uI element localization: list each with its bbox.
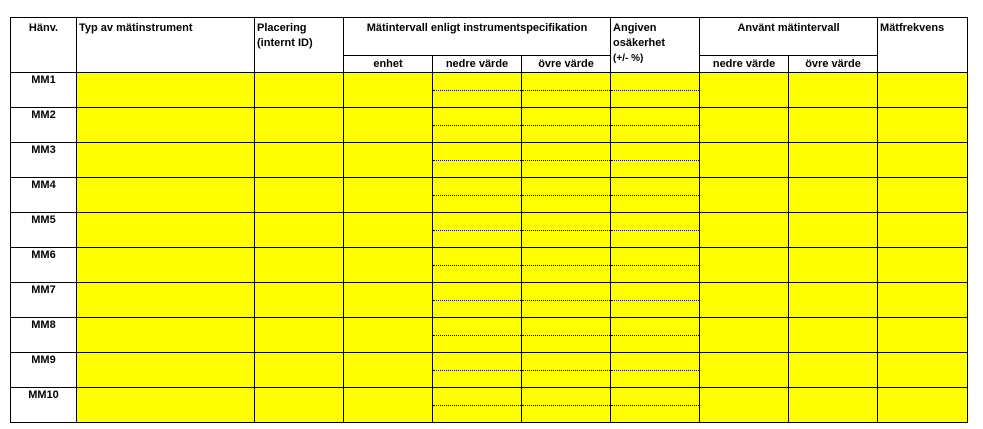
spec-lower-cell[interactable] <box>433 73 522 108</box>
uncertainty-cell[interactable] <box>611 248 700 283</box>
uncertainty-cell[interactable] <box>611 388 700 423</box>
header-used-range: Använt mätintervall <box>700 18 878 56</box>
header-placement <box>255 18 344 73</box>
table-row <box>11 213 968 248</box>
row-reference-label: MM8 <box>11 318 77 353</box>
unit-cell[interactable] <box>344 248 433 283</box>
dotted-divider <box>611 90 699 91</box>
placement-cell[interactable] <box>255 108 344 143</box>
unit-cell[interactable] <box>344 108 433 143</box>
dotted-divider <box>433 90 521 91</box>
frequency-cell[interactable] <box>878 73 968 108</box>
instrument-type-cell[interactable] <box>77 143 255 178</box>
dotted-divider <box>433 125 521 126</box>
instrument-type-cell[interactable] <box>77 108 255 143</box>
used-lower-cell[interactable] <box>700 353 789 388</box>
dotted-divider <box>611 370 699 371</box>
spec-lower-cell[interactable] <box>433 248 522 283</box>
placement-cell[interactable] <box>255 248 344 283</box>
placement-cell[interactable] <box>255 318 344 353</box>
frequency-cell[interactable] <box>878 143 968 178</box>
used-lower-cell[interactable] <box>700 248 789 283</box>
frequency-cell[interactable] <box>878 108 968 143</box>
spec-upper-cell[interactable] <box>522 388 611 423</box>
unit-cell[interactable] <box>344 318 433 353</box>
used-upper-cell[interactable] <box>789 318 878 353</box>
header-hanv: Hänv. <box>11 18 77 73</box>
placement-cell[interactable] <box>255 213 344 248</box>
unit-cell[interactable] <box>344 283 433 318</box>
spec-upper-cell[interactable] <box>522 73 611 108</box>
row-reference-label: MM5 <box>11 213 77 248</box>
table-row <box>11 108 968 143</box>
instrument-type-cell[interactable] <box>77 178 255 213</box>
dotted-divider <box>611 195 699 196</box>
used-lower-cell[interactable] <box>700 178 789 213</box>
dotted-divider <box>611 125 699 126</box>
row-reference-label: MM6 <box>11 248 77 283</box>
spec-lower-cell[interactable] <box>433 213 522 248</box>
header-frequency: Mätfrekvens <box>878 18 968 73</box>
dotted-divider <box>522 405 610 406</box>
instrument-type-cell[interactable] <box>77 283 255 318</box>
used-lower-cell[interactable] <box>700 108 789 143</box>
header-uncertainty-line3: (+/- %) <box>613 53 644 64</box>
spec-upper-cell[interactable] <box>522 143 611 178</box>
uncertainty-cell[interactable] <box>611 353 700 388</box>
subheader-spec-lower: nedre värde <box>433 56 522 73</box>
table-row <box>11 353 968 388</box>
frequency-cell[interactable] <box>878 178 968 213</box>
row-reference-label: MM4 <box>11 178 77 213</box>
used-upper-cell[interactable] <box>789 353 878 388</box>
spec-lower-cell[interactable] <box>433 318 522 353</box>
dotted-divider <box>611 335 699 336</box>
uncertainty-cell[interactable] <box>611 213 700 248</box>
table-row <box>11 283 968 318</box>
dotted-divider <box>433 300 521 301</box>
spec-upper-cell[interactable] <box>522 178 611 213</box>
dotted-divider <box>522 335 610 336</box>
header-uncertainty-line1: Angiven <box>613 22 657 34</box>
row-reference-label: MM7 <box>11 283 77 318</box>
dotted-divider <box>522 160 610 161</box>
used-upper-cell[interactable] <box>789 73 878 108</box>
table-row <box>11 178 968 213</box>
measurement-instruments-table <box>10 17 968 423</box>
spec-lower-cell[interactable] <box>433 353 522 388</box>
frequency-cell[interactable] <box>878 248 968 283</box>
header-uncertainty-line2: osäkerhet <box>613 37 666 49</box>
frequency-cell[interactable] <box>878 388 968 423</box>
unit-cell[interactable] <box>344 353 433 388</box>
row-reference-label: MM1 <box>11 73 77 108</box>
header-row-1 <box>11 18 968 56</box>
placement-cell[interactable] <box>255 283 344 318</box>
spec-lower-cell[interactable] <box>433 108 522 143</box>
row-reference-label: MM10 <box>11 388 77 423</box>
dotted-divider <box>433 370 521 371</box>
dotted-divider <box>611 405 699 406</box>
spec-upper-cell[interactable] <box>522 353 611 388</box>
row-reference-label: MM9 <box>11 353 77 388</box>
table-row <box>11 388 968 423</box>
uncertainty-cell[interactable] <box>611 143 700 178</box>
instrument-type-cell[interactable] <box>77 353 255 388</box>
used-lower-cell[interactable] <box>700 213 789 248</box>
spec-lower-cell[interactable] <box>433 283 522 318</box>
dotted-divider <box>433 195 521 196</box>
placement-cell[interactable] <box>255 178 344 213</box>
instrument-type-cell[interactable] <box>77 248 255 283</box>
dotted-divider <box>433 265 521 266</box>
dotted-divider <box>433 405 521 406</box>
instrument-type-cell[interactable] <box>77 73 255 108</box>
subheader-used-upper: övre värde <box>789 56 878 73</box>
dotted-divider <box>522 195 610 196</box>
placement-cell[interactable] <box>255 73 344 108</box>
used-upper-cell[interactable] <box>789 178 878 213</box>
subheader-unit: enhet <box>344 56 433 73</box>
uncertainty-cell[interactable] <box>611 108 700 143</box>
spec-upper-cell[interactable] <box>522 283 611 318</box>
unit-cell[interactable] <box>344 213 433 248</box>
frequency-cell[interactable] <box>878 318 968 353</box>
instrument-type-cell[interactable] <box>77 213 255 248</box>
unit-cell[interactable] <box>344 178 433 213</box>
dotted-divider <box>433 335 521 336</box>
dotted-divider <box>522 230 610 231</box>
frequency-cell[interactable] <box>878 353 968 388</box>
dotted-divider <box>433 230 521 231</box>
header-placement-line1: Placering <box>257 22 307 34</box>
instrument-type-cell[interactable] <box>77 388 255 423</box>
unit-cell[interactable] <box>344 143 433 178</box>
used-lower-cell[interactable] <box>700 388 789 423</box>
spec-upper-cell[interactable] <box>522 213 611 248</box>
used-upper-cell[interactable] <box>789 143 878 178</box>
dotted-divider <box>522 90 610 91</box>
subheader-spec-upper: övre värde <box>522 56 611 73</box>
unit-cell[interactable] <box>344 73 433 108</box>
dotted-divider <box>611 265 699 266</box>
spec-lower-cell[interactable] <box>433 388 522 423</box>
dotted-divider <box>522 300 610 301</box>
dotted-divider <box>522 125 610 126</box>
used-lower-cell[interactable] <box>700 283 789 318</box>
uncertainty-cell[interactable] <box>611 283 700 318</box>
instrument-type-cell[interactable] <box>77 318 255 353</box>
spec-upper-cell[interactable] <box>522 108 611 143</box>
table-row <box>11 318 968 353</box>
used-lower-cell[interactable] <box>700 143 789 178</box>
spec-upper-cell[interactable] <box>522 318 611 353</box>
row-reference-label: MM3 <box>11 143 77 178</box>
subheader-used-lower: nedre värde <box>700 56 789 73</box>
spec-upper-cell[interactable] <box>522 248 611 283</box>
placement-cell[interactable] <box>255 388 344 423</box>
used-upper-cell[interactable] <box>789 213 878 248</box>
used-upper-cell[interactable] <box>789 388 878 423</box>
spec-lower-cell[interactable] <box>433 178 522 213</box>
row-reference-label: MM2 <box>11 108 77 143</box>
header-instrument-type: Typ av mätinstrument <box>77 18 255 73</box>
frequency-cell[interactable] <box>878 213 968 248</box>
used-lower-cell[interactable] <box>700 318 789 353</box>
header-spec-range: Mätintervall enligt instrumentspecifikation <box>344 18 611 56</box>
dotted-divider <box>611 230 699 231</box>
spec-lower-cell[interactable] <box>433 143 522 178</box>
placement-cell[interactable] <box>255 353 344 388</box>
dotted-divider <box>611 300 699 301</box>
used-upper-cell[interactable] <box>789 248 878 283</box>
uncertainty-cell[interactable] <box>611 73 700 108</box>
header-placement-line2: (internt ID) <box>257 37 313 49</box>
dotted-divider <box>522 265 610 266</box>
used-upper-cell[interactable] <box>789 108 878 143</box>
dotted-divider <box>433 160 521 161</box>
dotted-divider <box>611 160 699 161</box>
uncertainty-cell[interactable] <box>611 178 700 213</box>
table-row <box>11 248 968 283</box>
used-upper-cell[interactable] <box>789 283 878 318</box>
frequency-cell[interactable] <box>878 283 968 318</box>
used-lower-cell[interactable] <box>700 73 789 108</box>
dotted-divider <box>522 370 610 371</box>
uncertainty-cell[interactable] <box>611 318 700 353</box>
table-row <box>11 73 968 108</box>
header-uncertainty <box>611 18 700 73</box>
unit-cell[interactable] <box>344 388 433 423</box>
table-row <box>11 143 968 178</box>
placement-cell[interactable] <box>255 143 344 178</box>
